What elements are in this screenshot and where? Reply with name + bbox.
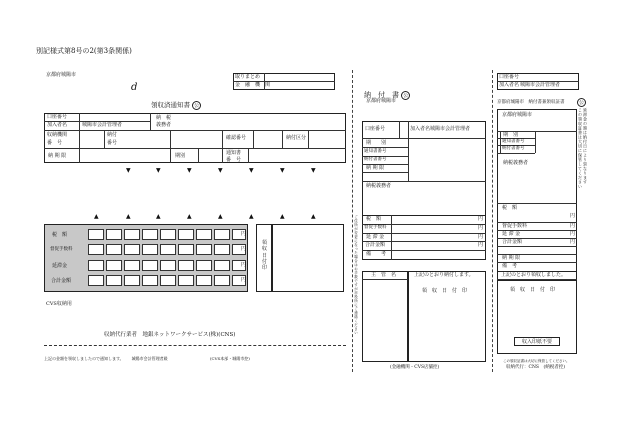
- receipt-footnote-2: (CVS本部・城陽市控): [210, 356, 250, 361]
- bill-yen-1: 円: [478, 216, 484, 222]
- stub-agent: 収納代行：CNS (納税者控): [506, 365, 565, 370]
- stub-header-badge: 公: [578, 100, 584, 106]
- bill-city: 京都府城陽市: [366, 98, 397, 104]
- amount-digit-cell: [178, 229, 194, 240]
- up-triangle-icon: ▲: [280, 213, 285, 220]
- bill-ryoshu-label: 領 収 日 付 印: [422, 288, 468, 294]
- receipt-city: 京都府城陽市: [46, 72, 77, 78]
- kibetsu-label: 期別: [175, 153, 186, 159]
- bill-yen-4: 円: [478, 242, 484, 248]
- amount-digit-cell: [214, 275, 230, 286]
- amount-yen-label: 円: [241, 231, 247, 237]
- up-triangle-icon: ▲: [311, 213, 316, 220]
- stub-amount-tax: 税 額: [502, 205, 518, 211]
- stub-yen-4: 円: [570, 239, 576, 245]
- stub-nozei: 納税義務者: [503, 160, 529, 166]
- kanyusha-value: 城陽市会計管理者: [82, 122, 123, 128]
- amount-digit-cell: [106, 260, 122, 271]
- bill-nofusho-label: 納付書番号: [364, 157, 387, 162]
- receipt-stamp-area: [272, 224, 344, 292]
- bill-footer: (金融機関・CVS店舗控): [390, 365, 440, 370]
- bill-nozei-label: 納税義務者: [366, 183, 392, 189]
- amount-digit-cell: [196, 244, 212, 255]
- stub-note: この領収証書は大切に保管してください。: [503, 359, 570, 363]
- stub-amount-delay: 延 滞 金: [502, 231, 521, 237]
- stub-header: 京都府城陽市 納付書兼領収証書: [497, 100, 565, 105]
- bill-shukan-label: 主 管 名: [371, 272, 397, 278]
- stub-koza: 口座番号: [499, 74, 520, 80]
- stub-vertical-1: この領収証書は大切に保管してください: [578, 108, 583, 189]
- up-triangle-icon: ▲: [218, 213, 223, 220]
- amount-digit-cell: [214, 229, 230, 240]
- stub-yen-2: 円: [570, 223, 576, 229]
- down-triangle-icon: ▼: [218, 167, 223, 174]
- down-triangle-icon: ▼: [187, 167, 192, 174]
- amount-digit-cell: [178, 244, 194, 255]
- amount-digit-cell: [178, 275, 194, 286]
- receipt-date-stamp-label: 領 収 日 付 印: [262, 240, 268, 271]
- bill-vertical-note: ご住所が変更になった場合はお手数ですが市役所にご連絡ください: [354, 215, 359, 335]
- bill-amount-fee: 督促手数料: [364, 225, 387, 230]
- bill-received-text: 上記のとおり納付します。: [414, 272, 474, 278]
- up-triangle-icon: ▲: [156, 213, 161, 220]
- cvs-label: CVS収納用: [46, 301, 72, 307]
- bill-tsuchisho-label: 通知書番号: [364, 149, 387, 154]
- amount-digit-cell: [160, 260, 176, 271]
- amount-digit-cell: [196, 260, 212, 271]
- stub-kibetsu: 期 別: [503, 132, 519, 138]
- stub-tsuchisho: 通知書番号: [502, 139, 525, 144]
- bill-kanyusha-label: 加入者名: [410, 126, 431, 132]
- amount-yen-label: 円: [241, 277, 247, 283]
- stub-stamp-badge: [514, 337, 560, 346]
- bill-yen-2: 円: [478, 225, 484, 231]
- bill-received-box: [408, 271, 486, 362]
- amount-digit-cell: [124, 275, 140, 286]
- amount-digit-cell: [106, 275, 122, 286]
- amount-digit-cell: [196, 275, 212, 286]
- bill-amount-delay: 延 滞 金: [366, 234, 385, 240]
- bill-nokigen-label: 納 期 限: [366, 165, 385, 171]
- up-triangle-icon: ▲: [126, 213, 131, 220]
- perforation-line-right: [492, 70, 493, 372]
- stub-yen-3: 円: [570, 231, 576, 237]
- koza-label: 口座番号: [47, 114, 68, 120]
- receipt-title-badge: 公: [194, 103, 200, 109]
- amount-yen-label: 円: [241, 246, 247, 252]
- down-triangle-icon: ▼: [126, 167, 131, 174]
- amount-label-total: 合計金額: [51, 278, 72, 284]
- torimatome-label: 取りまとめ: [235, 74, 261, 80]
- bill-amount-biko: 備 考: [366, 251, 387, 257]
- up-triangle-icon: ▲: [94, 213, 99, 220]
- amount-digit-cell: [178, 260, 194, 271]
- amount-digit-cell: [106, 244, 122, 255]
- bill-amount-total: 合計金額: [365, 242, 386, 248]
- stub-biko: 備 考: [502, 263, 518, 269]
- stub-nofusho: 納付書番号: [502, 146, 525, 151]
- amount-digit-cell: [214, 260, 230, 271]
- form-title: 別記様式第8号の2(第3条関係): [36, 47, 132, 55]
- amount-digit-cell: [196, 229, 212, 240]
- amount-digit-cell: [88, 275, 104, 286]
- down-triangle-icon: ▼: [156, 167, 161, 174]
- bill-title-badge: 公: [403, 93, 409, 99]
- amount-digit-cell: [142, 244, 158, 255]
- stub-kanyusha: 加入者名: [499, 82, 520, 88]
- stub-stamp-label: 収入印紙不要: [522, 338, 553, 345]
- bill-amount-tax: 税 額: [366, 216, 382, 222]
- stub-ryoshu: 領 収 日 付 印: [510, 287, 556, 293]
- bill-title-text: 納 付 書: [364, 91, 399, 99]
- stub-header-badge-wrap: [577, 98, 586, 107]
- amount-digit-cell: [142, 275, 158, 286]
- amount-label-tax: 税 額: [52, 232, 68, 238]
- kanyusha-label: 加入者名: [47, 122, 68, 128]
- amount-digit-cell: [214, 244, 230, 255]
- up-triangle-icon: ▲: [187, 213, 192, 220]
- stub-city: 京都府城陽市: [502, 112, 533, 118]
- nofu-no-label: 納付 番号: [107, 132, 118, 146]
- nofu-kubun-label: 納付区分: [286, 135, 307, 141]
- stub-kanyusha-value: 城陽市会計管理者: [520, 82, 561, 88]
- amount-digit-cell: [88, 260, 104, 271]
- stub-nokigen: 納 期 限: [502, 255, 521, 261]
- shuno-label: 収納機関 番 号: [47, 132, 68, 146]
- amount-label-delay: 延滞金: [52, 263, 68, 269]
- kinyu-label: 金 融 機 関: [235, 82, 271, 88]
- bill-yen-3: 円: [478, 234, 484, 240]
- bill-kanyusha-value: 城陽市会計管理者: [430, 126, 471, 132]
- stub-received: 上記のとおり領収しました。: [501, 272, 567, 278]
- amount-digit-cell: [142, 260, 158, 271]
- amount-label-fee: 督促手数料: [50, 247, 73, 252]
- amount-digit-cell: [142, 229, 158, 240]
- stub-amount-total: 合計金額: [502, 239, 523, 245]
- tsuchisho-label: 通知書 番 号: [226, 150, 242, 163]
- down-triangle-icon: ▼: [311, 167, 316, 174]
- amount-digit-cell: [124, 244, 140, 255]
- amount-digit-cell: [88, 229, 104, 240]
- amount-digit-cell: [88, 244, 104, 255]
- receipt-title-text: 領収済通知書: [151, 101, 190, 109]
- amount-digit-cell: [160, 244, 176, 255]
- receipt-footnote-1: 上記の金額を領収しましたので通知します。 城陽市会計管理者殿: [44, 356, 168, 361]
- receipt-agent: 収納代行業者 地銀ネットワークサービス(株)(CNS): [104, 332, 236, 338]
- amount-digit-cell: [106, 229, 122, 240]
- stub-vertical-2: 延滞金の額は納付日により異なります: [583, 108, 588, 185]
- bill-koza-label: 口座番号: [365, 126, 386, 132]
- down-triangle-icon: ▼: [280, 167, 285, 174]
- bill-kibetsu-label: 期 別: [366, 140, 387, 146]
- down-triangle-icon: ▼: [249, 167, 254, 174]
- receipt-logo: d: [131, 82, 138, 93]
- stub-amount-fee: 督促手数料: [502, 223, 528, 229]
- receipt-title: [151, 101, 201, 110]
- up-triangle-icon: ▲: [249, 213, 254, 220]
- nokigen-label: 納 期 限: [48, 153, 67, 159]
- amount-digit-cell: [160, 275, 176, 286]
- amount-digit-cell: [124, 260, 140, 271]
- amount-digit-cell: [124, 229, 140, 240]
- kakunin-label: 確認番号: [226, 135, 247, 141]
- bill-shukan-box: [362, 271, 408, 362]
- amount-yen-label: 円: [241, 262, 247, 268]
- amount-digit-cell: [160, 229, 176, 240]
- perforation-line: [352, 70, 353, 372]
- stub-yen-1: 円: [570, 213, 576, 219]
- nozei-gimusha-label: 納 税 義務者: [156, 115, 172, 128]
